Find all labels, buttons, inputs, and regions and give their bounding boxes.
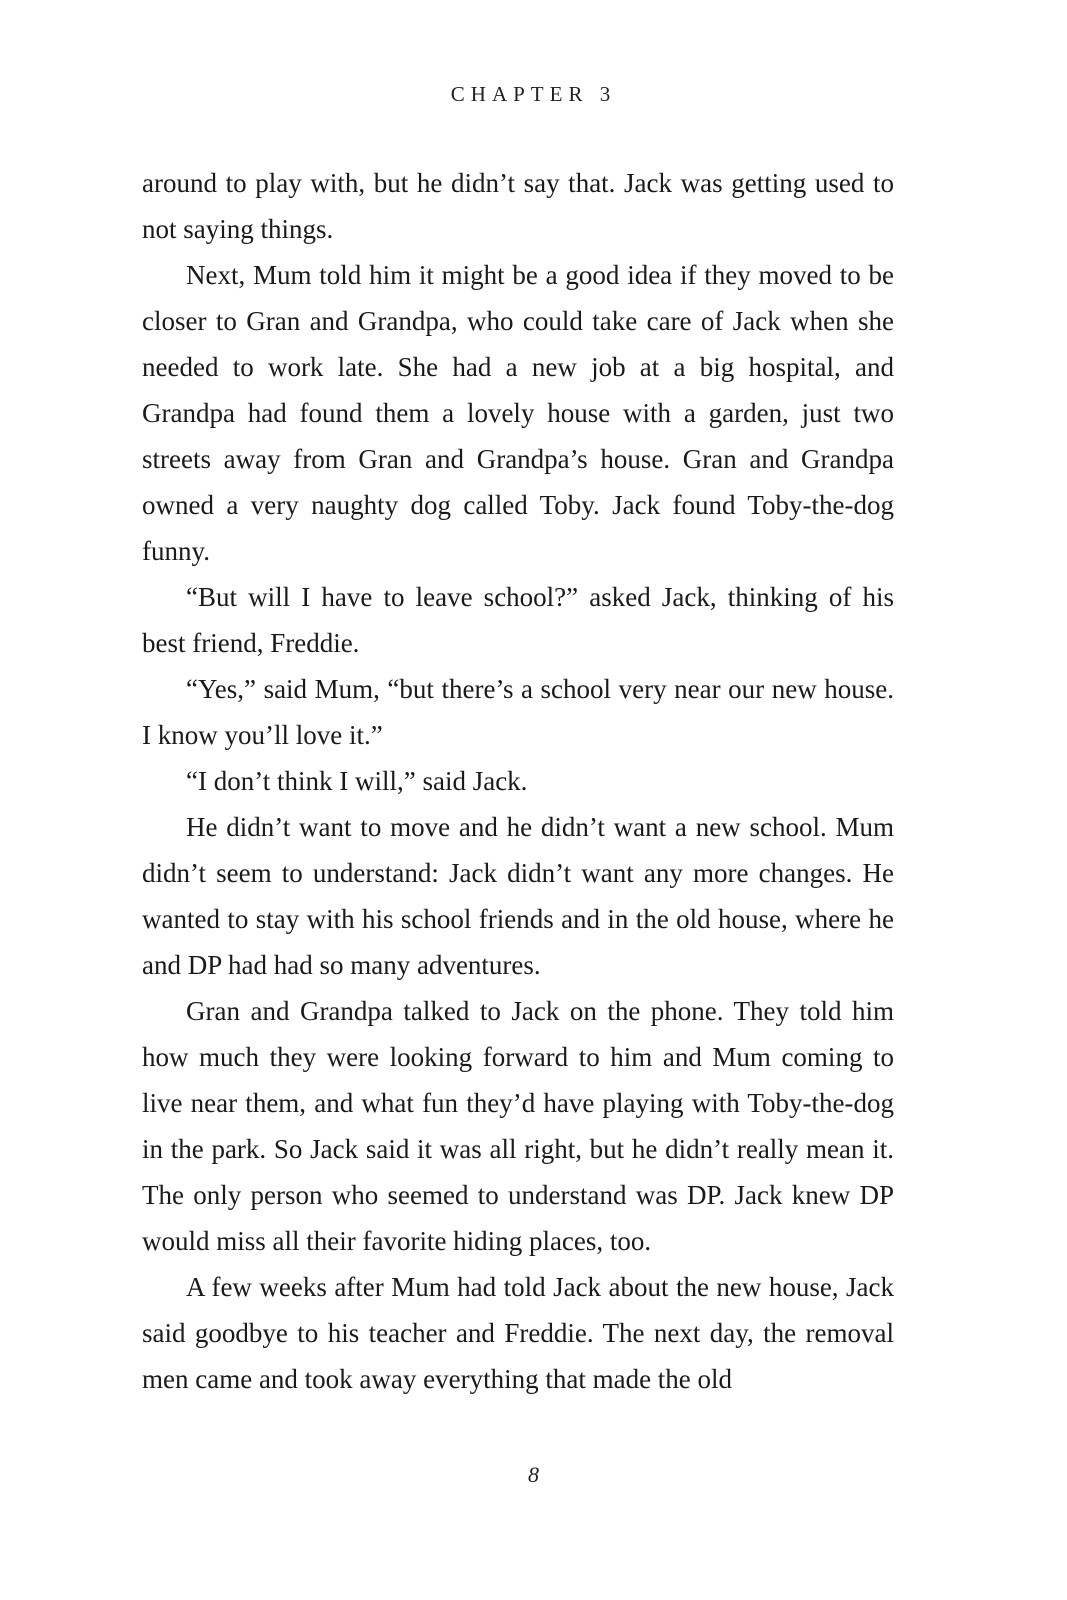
paragraph: Next, Mum told him it might be a good idea if they moved to be closer to Gran and Grandpa, who could take care of Jack when she needed to work late. She had a new job at a big hospital, and Grandpa had found them a lovely house with a garden, just two streets away from Gran and Grandpa’s house. Gran and Grandpa owned a very naughty dog called Toby. Jack found Toby-the-dog funny. [142, 260, 894, 566]
paragraph: He didn’t want to move and he didn’t want a new school. Mum didn’t seem to understand: Jack didn’t want any more changes. He wanted to stay with his school friends and in the old house, where he and DP had had so many adventures. [142, 812, 894, 980]
paragraph: Gran and Grandpa talked to Jack on the phone. They told him how much they were looking forward to him and Mum coming to live near them, and what fun they’d have playing with Toby-the-dog in the park. So Jack said it was all right, but he didn’t really mean it. The only person who seemed to understand was DP. Jack knew DP would miss all their favorite hiding places, too. [142, 996, 894, 1256]
paragraph: “I don’t think I will,” said Jack. [186, 766, 528, 796]
paragraph: “Yes,” said Mum, “but there’s a school very near our new house. I know you’ll love it.” [142, 674, 894, 750]
page-number: 8 [528, 1462, 539, 1487]
paragraph: A few weeks after Mum had told Jack about the new house, Jack said goodbye to his teacher and Freddie. The next day, the removal men came and took away everything that made the old [142, 1272, 894, 1394]
paragraph: “But will I have to leave school?” asked Jack, thinking of his best friend, Freddie. [142, 582, 894, 658]
running-head: CHAPTER 3 [450, 82, 617, 106]
paragraph: around to play with, but he didn’t say that. Jack was getting used to not saying things. [142, 168, 894, 244]
body-text [142, 160, 894, 1402]
